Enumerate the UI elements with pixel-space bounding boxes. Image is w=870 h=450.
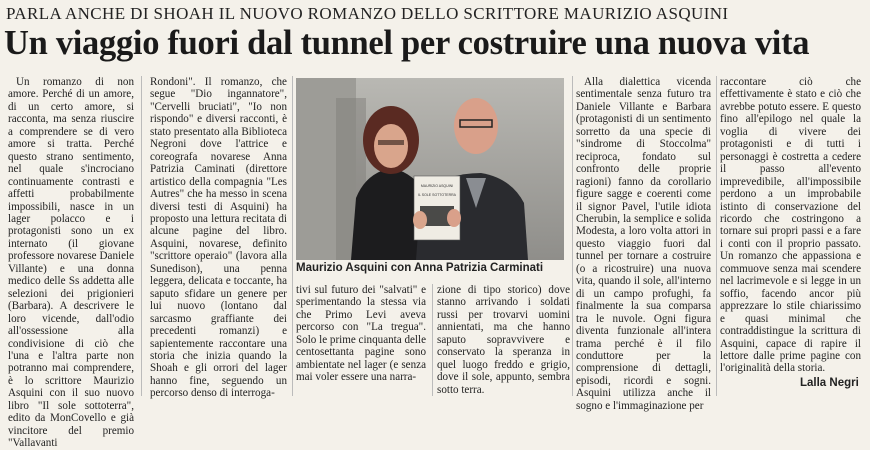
book-author: MAURIZIO ASQUINI [420, 184, 454, 188]
article-photo [296, 78, 564, 260]
book-title: IL SOLE SOTTOTERRA [418, 193, 456, 197]
article-column-1 [8, 76, 134, 450]
bottom-column-2: zione di tipo storico) dove stanno arrivando i soldati russi per trovarvi uomini annientati, ma che hanno saputo sopravvivere e conservato la speranza in quel luogo freddo e grigio, dove il sole, appunto, sembra sotto terra. [437, 284, 570, 396]
column-rule [716, 76, 717, 396]
photo-caption: Maurizio Asquini con Anna Patrizia Carminati [296, 262, 544, 274]
article-kicker: PARLA ANCHE DI SHOAH IL NUOVO ROMANZO DELLO SCRITTORE MAURIZIO ASQUINI [6, 4, 729, 23]
article-column-4 [720, 76, 861, 375]
column-1-text: Un romanzo di non amore. Perché di un amore, di un certo amore, si racconta, ma senza riuscire a comprendere se di vero amore si tratta. Perché questo strano sentimento, nel quale s'incrociano continuamente contrasti e affetti probabilmente impossibili, nasce in un lager polacco e i protagonisti sono un ex internato (il giovane professore novarese Daniele Villante) e una donna medico delle Ss addetta alle selezioni dei prigionieri (Barbara). A descrivere le loro vicende, dall'odio all'ossessione alla condivisione di ciò che l'una e l'altra parte non potranno mai comprendere, è lo scrittore Maurizio Asquini con il suo nuovo libro "Il sole sottoterra", edito da MonCovello e già vincitore del premio "Vallavanti [8, 76, 134, 450]
bottom-column-1: tivi sul futuro dei "salvati" e sperimentando la stessa via che Primo Levi aveva percorso con "La tregua". Solo le prime cinquanta delle centosettanta pagine sono ambientate nel lager (e senza mai voler essere una narra- [296, 284, 427, 384]
column-rule [432, 284, 433, 396]
column-rule [292, 76, 293, 396]
photo-illustration [296, 78, 564, 260]
column-rule [572, 76, 573, 396]
article-column-3 [576, 76, 711, 412]
column-rule [141, 76, 142, 396]
article-column-2 [150, 76, 287, 400]
column-3-text: Alla dialettica vicenda sentimentale senza futuro tra Daniele Villante e Barbara (protagonisti di un sentimento sorretto da una specie di "sindrome di Stoccolma" reciproca, fondato sul confronto delle proprie ragioni) fanno da corollario figure sagge e coerenti come il signor Pavel, l'utile idiota Cherubin, la semplice e solida Modesta, a loro volta attori in questo viaggio fuori dal tunnel per tornare a costruire (o a ricostruire) una nuova vita, quando il sole, all'interno di un campo profughi, fa finalmente la sua comparsa tra le nuvole. Ogni figura diventa funzionale all'intera trama perché è il filo conduttore per la comprensione di dettagli, episodi, ricordi e sogni. Asquini utilizza anche il sogno e l'immaginazione per [576, 76, 711, 412]
article-headline: Un viaggio fuori dal tunnel per costruire una nuova vita [4, 24, 810, 62]
book-cover [414, 176, 460, 240]
column-2-text: Rondoni". Il romanzo, che segue "Dio ingannatore", "Cervelli bruciati", "Io non rispondo" e diversi racconti, è stato presentato alla Biblioteca Negroni dove l'attrice e coreografa novarese Anna Patrizia Caminati (direttore artistico della compagnia "Les Autres" che ha messo in scena diversi testi di Asquini) ha proposto una lettura recitata di alcune pagine del libro. Asquini, novarese, definito "scrittore operaio" (lavora alla Sunedison), una penna leggera, delicata e toccante, ha saputo sfidare un genere per lui nuovo (lontano dal sarcasmo graffiante dei precedenti romanzi) e sapientemente raccontare una storia che inizia quando la Shoah e gli orrori del lager hanno fine, seguendo un percorso denso di interroga- [150, 76, 287, 400]
column-4-text: raccontare ciò che effettivamente è stato e ciò che avrebbe potuto essere. E questo fino all'epilogo nel quale la voglia di vivere dei protagonisti e di tutti i personaggi è costretta a cedere il passo all'evento imprevedibile, all'impossibile perdono a un improbabile istinto di conservazione del ricordo che costringono a tornare sui propri passi e a fare i conti con il proprio passato. Un romanzo che appassiona e commuove senza mai scendere nel lacrimevole e si legge in un soffio, facendo ancor più apprezzare lo stile chiarissimo e quasi minimal che contraddistingue la scrittura di Asquini, capace di rapire il lettore dalle prime pagine con l'originalità della storia. [720, 76, 861, 375]
byline: Lalla Negri [800, 377, 859, 389]
